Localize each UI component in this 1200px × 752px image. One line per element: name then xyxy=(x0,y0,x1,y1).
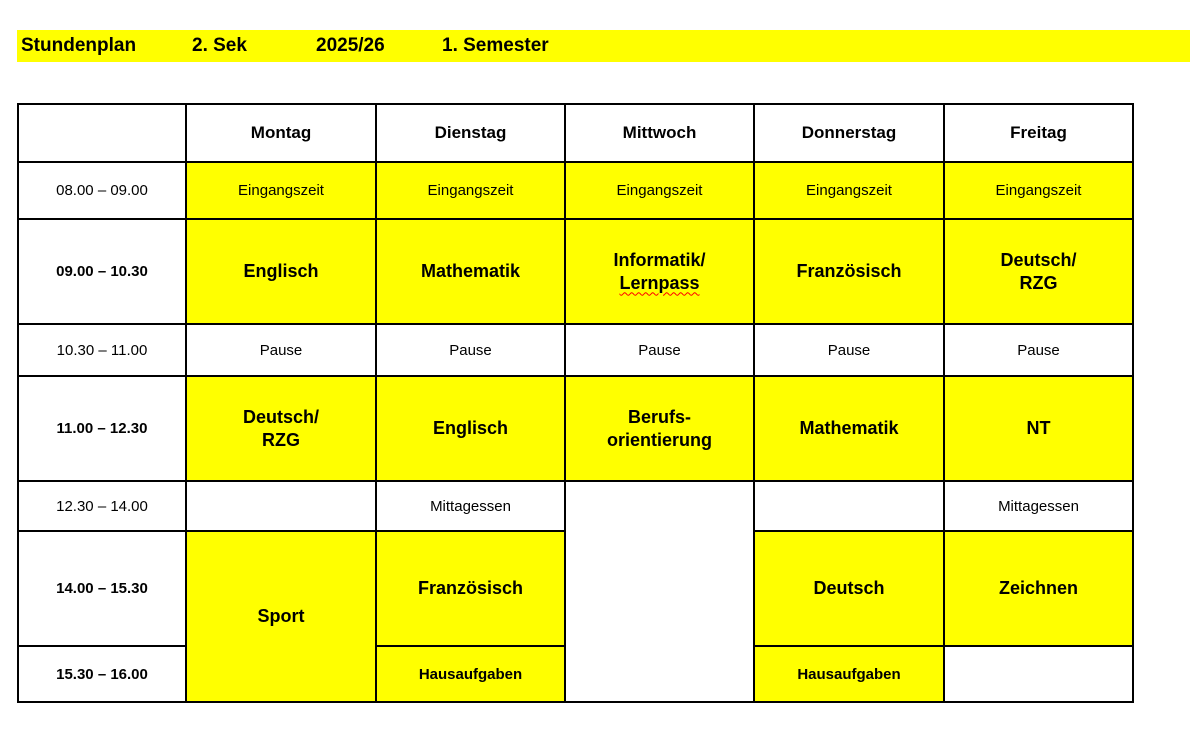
cell-montag-0900: Englisch xyxy=(186,219,376,324)
header-dienstag: Dienstag xyxy=(376,104,565,162)
cell-freitag-1400: Zeichnen xyxy=(944,531,1133,646)
header-row xyxy=(18,104,1133,162)
cell-dienstag-0800: Eingangszeit xyxy=(376,162,565,219)
row-1230 xyxy=(18,481,1133,531)
cell-donnerstag-1230-empty xyxy=(754,481,944,531)
cell-freitag-1030: Pause xyxy=(944,324,1133,376)
cell-freitag-0900 xyxy=(944,219,1133,324)
cell-dienstag-1400: Französisch xyxy=(376,531,565,646)
cell-montag-1400-1600: Sport xyxy=(186,531,376,702)
subject-line-1: Deutsch/ xyxy=(1000,249,1077,270)
cell-mittwoch-1100 xyxy=(565,376,754,481)
subject-line-2: orientierung xyxy=(606,429,712,450)
cell-freitag-0800: Eingangszeit xyxy=(944,162,1133,219)
time-1400: 14.00 – 15.30 xyxy=(18,531,186,646)
title-class: 2. Sek xyxy=(192,35,247,56)
misspelled-word: Lernpass xyxy=(619,272,700,293)
header-donnerstag: Donnerstag xyxy=(754,104,944,162)
cell-mittwoch-1030: Pause xyxy=(565,324,754,376)
title-schoolyear: 2025/26 xyxy=(316,35,385,56)
cell-freitag-1100: NT xyxy=(944,376,1133,481)
header-mittwoch: Mittwoch xyxy=(565,104,754,162)
row-0900 xyxy=(18,219,1133,324)
cell-dienstag-1230: Mittagessen xyxy=(376,481,565,531)
timetable xyxy=(17,103,1134,703)
subject-line-2 xyxy=(566,272,753,295)
cell-montag-0800: Eingangszeit xyxy=(186,162,376,219)
cell-donnerstag-1400: Deutsch xyxy=(754,531,944,646)
cell-dienstag-1100: Englisch xyxy=(376,376,565,481)
subject-line-1: Deutsch/ xyxy=(242,406,320,427)
header-montag: Montag xyxy=(186,104,376,162)
cell-montag-1100 xyxy=(186,376,376,481)
cell-donnerstag-1030: Pause xyxy=(754,324,944,376)
header-freitag: Freitag xyxy=(944,104,1133,162)
subject-line-2: RZG xyxy=(1019,272,1058,293)
cell-mittwoch-0800: Eingangszeit xyxy=(565,162,754,219)
cell-mittwoch-0900 xyxy=(565,219,754,324)
time-1530: 15.30 – 16.00 xyxy=(18,646,186,702)
time-0900: 09.00 – 10.30 xyxy=(18,219,186,324)
header-blank xyxy=(18,104,186,162)
row-0800 xyxy=(18,162,1133,219)
cell-mittwoch-afternoon-empty xyxy=(565,481,754,702)
cell-donnerstag-0900: Französisch xyxy=(754,219,944,324)
subject-line-1: Informatik/ xyxy=(613,249,706,270)
row-1100 xyxy=(18,376,1133,481)
cell-dienstag-1030: Pause xyxy=(376,324,565,376)
title-bar xyxy=(17,30,1190,62)
title-semester: 1. Semester xyxy=(442,35,549,56)
subject-line-2: RZG xyxy=(262,429,300,450)
cell-dienstag-0900: Mathematik xyxy=(376,219,565,324)
cell-dienstag-1530: Hausaufgaben xyxy=(376,646,565,702)
title-text: Stundenplan xyxy=(21,35,137,56)
cell-montag-1230-empty xyxy=(186,481,376,531)
subject-line-1: Berufs- xyxy=(627,406,691,427)
time-1100: 11.00 – 12.30 xyxy=(18,376,186,481)
time-1030: 10.30 – 11.00 xyxy=(18,324,186,376)
time-1230: 12.30 – 14.00 xyxy=(18,481,186,531)
cell-freitag-1230: Mittagessen xyxy=(944,481,1133,531)
cell-donnerstag-0800: Eingangszeit xyxy=(754,162,944,219)
row-1030 xyxy=(18,324,1133,376)
cell-donnerstag-1100: Mathematik xyxy=(754,376,944,481)
time-0800: 08.00 – 09.00 xyxy=(18,162,186,219)
cell-freitag-1530-empty xyxy=(944,646,1133,702)
cell-donnerstag-1530: Hausaufgaben xyxy=(754,646,944,702)
cell-montag-1030: Pause xyxy=(186,324,376,376)
